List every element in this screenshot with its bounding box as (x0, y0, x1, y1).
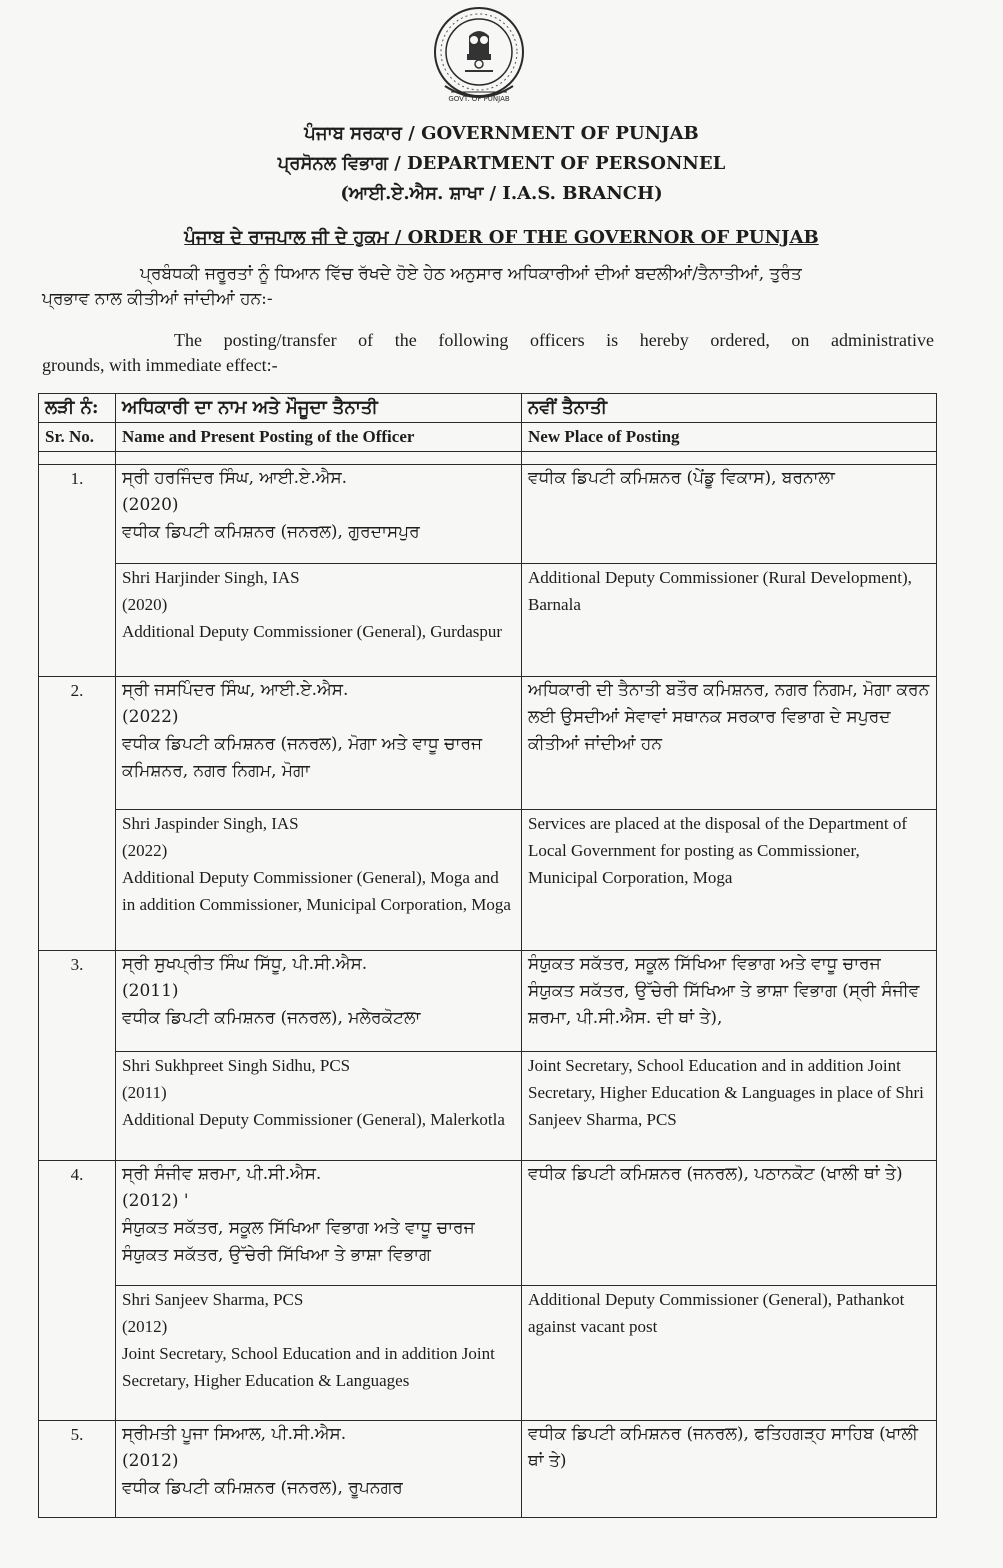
order-title: ਪੰਜਾਬ ਦੇ ਰਾਜਪਾਲ ਜੀ ਦੇ ਹੁਕਮ / ORDER OF THE GOVERNOR OF PUNJAB (184, 227, 819, 248)
table-header-english (39, 423, 937, 452)
svg-text:GOVT. OF PUNJAB: GOVT. OF PUNJAB (448, 95, 510, 103)
row-name-english (116, 810, 522, 951)
batch-year-en: (2012) (122, 1317, 168, 1336)
col-sr-en: Sr. No. (39, 423, 116, 452)
batch-year-pa: (2012) (122, 1451, 179, 1471)
present-posting-pa: ਵਧੀਕ ਡਿਪਟੀ ਕਮਿਸ਼ਨਰ (ਜਨਰਲ), ਰੂਪਨਗਰ (122, 1478, 403, 1498)
table-spacer (39, 452, 937, 465)
row-name-punjabi (116, 1421, 522, 1518)
intro-punjabi-line2: ਪ੍ਰਭਾਵ ਨਾਲ ਕੀਤੀਆਂ ਜਾਂਦੀਆਂ ਹਨ:- (42, 289, 273, 309)
row-new-punjabi: ਅਧਿਕਾਰੀ ਦੀ ਤੈਨਾਤੀ ਬਤੌਰ ਕਮਿਸ਼ਨਰ, ਨਗਰ ਨਿਗਮ, ਮੋਗਾ ਕਰਨ ਲਈ ਉਸਦੀਆਂ ਸੇਵਾਵਾਂ ਸਥਾਨਕ ਸਰਕਾਰ ਵਿਭਾਗ ਦੇ ਸਪੁਰਦ ਕੀਤੀਆਂ ਜਾਂਦੀਆਂ ਹਨ (522, 677, 937, 810)
table-row (39, 677, 937, 810)
batch-year-pa: (2022) (122, 707, 179, 727)
officer-name-pa: ਸ੍ਰੀ ਹਰਜਿੰਦਰ ਸਿੰਘ, ਆਈ.ਏ.ਐਸ. (122, 468, 348, 488)
table-row (39, 951, 937, 1052)
postings-table (38, 393, 937, 1518)
row-sr: 3. (39, 951, 116, 1161)
row-name-punjabi (116, 1161, 522, 1286)
present-posting-pa: ਸੰਯੁਕਤ ਸਕੱਤਰ, ਸਕੂਲ ਸਿੱਖਿਆ ਵਿਭਾਗ ਅਤੇ ਵਾਧੂ ਚਾਰਜ ਸੰਯੁਕਤ ਸਕੱਤਰ, ਉੱਚੇਰੀ ਸਿੱਖਿਆ ਤੇ ਭਾਸ਼ਾ ਵਿਭਾਗ (122, 1218, 475, 1265)
intro-english-line2: grounds, with immediate effect:- (42, 355, 278, 375)
state-emblem-seal (431, 2, 527, 108)
present-posting-en: Additional Deputy Commissioner (General), Malerkotla (122, 1110, 505, 1129)
batch-year-pa: (2011) (122, 981, 179, 1001)
row-new-punjabi: ਵਧੀਕ ਡਿਪਟੀ ਕਮਿਸ਼ਨਰ (ਪੇਂਡੂ ਵਿਕਾਸ), ਬਰਨਾਲਾ (522, 465, 937, 564)
table-row (39, 1161, 937, 1286)
table-row (39, 1052, 937, 1161)
row-new-english: Services are placed at the disposal of the Department of Local Government for posting as Commissioner, Municipal Corporation, Moga (522, 810, 937, 951)
header-department: ਪ੍ਰਸੋਨਲ ਵਿਭਾਗ / DEPARTMENT OF PERSONNEL (277, 153, 726, 174)
row-sr: 5. (39, 1421, 116, 1518)
col-name-pa: ਅਧਿਕਾਰੀ ਦਾ ਨਾਮ ਅਤੇ ਮੌਜੂਦਾ ਤੈਨਾਤੀ (116, 394, 522, 423)
row-new-english: Joint Secretary, School Education and in addition Joint Secretary, Higher Education & Languages in place of Shri Sanjeev Sharma, PCS (522, 1052, 937, 1161)
officer-name-pa: ਸ੍ਰੀ ਜਸਪਿੰਦਰ ਸਿੰਘ, ਆਈ.ਏ.ਐਸ. (122, 680, 349, 700)
officer-name-en: Shri Harjinder Singh, IAS (122, 568, 300, 587)
batch-year-en: (2011) (122, 1083, 167, 1102)
table-row (39, 1421, 937, 1518)
table-row (39, 1286, 937, 1421)
officer-name-en: Shri Sukhpreet Singh Sidhu, PCS (122, 1056, 351, 1075)
row-new-punjabi: ਵਧੀਕ ਡਿਪਟੀ ਕਮਿਸ਼ਨਰ (ਜਨਰਲ), ਪਠਾਨਕੋਟ (ਖਾਲੀ ਥਾਂ ਤੇ) (522, 1161, 937, 1286)
row-new-english: Additional Deputy Commissioner (General), Pathankot against vacant post (522, 1286, 937, 1421)
table-row (39, 810, 937, 951)
table-row (39, 465, 937, 564)
present-posting-pa: ਵਧੀਕ ਡਿਪਟੀ ਕਮਿਸ਼ਨਰ (ਜਨਰਲ), ਮੋਗਾ ਅਤੇ ਵਾਧੂ ਚਾਰਜ ਕਮਿਸ਼ਨਰ, ਨਗਰ ਨਿਗਮ, ਮੋਗਾ (122, 734, 483, 781)
officer-name-pa: ਸ੍ਰੀਮਤੀ ਪੂਜਾ ਸਿਆਲ, ਪੀ.ਸੀ.ਐਸ. (122, 1424, 347, 1444)
officer-name-pa: ਸ੍ਰੀ ਸੁਖਪ੍ਰੀਤ ਸਿੰਘ ਸਿੱਧੂ, ਪੀ.ਸੀ.ਐਸ. (122, 954, 368, 974)
row-new-punjabi: ਸੰਯੁਕਤ ਸਕੱਤਰ, ਸਕੂਲ ਸਿੱਖਿਆ ਵਿਭਾਗ ਅਤੇ ਵਾਧੂ ਚਾਰਜ ਸੰਯੁਕਤ ਸਕੱਤਰ, ਉੱਚੇਰੀ ਸਿੱਖਿਆ ਤੇ ਭਾਸ਼ਾ ਵਿਭਾਗ (ਸ੍ਰੀ ਸੰਜੀਵ ਸ਼ਰਮਾ, ਪੀ.ਸੀ.ਐਸ. ਦੀ ਥਾਂ ਤੇ), (522, 951, 937, 1052)
present-posting-pa: ਵਧੀਕ ਡਿਪਟੀ ਕਮਿਸ਼ਨਰ (ਜਨਰਲ), ਮਲੇਰਕੋਟਲਾ (122, 1008, 421, 1028)
intro-punjabi-line1: ਪ੍ਰਬੰਧਕੀ ਜਰੂਰਤਾਂ ਨੂੰ ਧਿਆਨ ਵਿੱਚ ਰੱਖਦੇ ਹੋਏ ਹੇਠ ਅਨੁਸਾਰ ਅਧਿਕਾਰੀਆਂ ਦੀਆਂ ਬਦਲੀਆਂ/ਤੈਨਾਤੀਆਂ, ਤੁਰੰਤ (140, 264, 802, 284)
row-name-english (116, 1052, 522, 1161)
col-new-en: New Place of Posting (522, 423, 937, 452)
present-posting-en: Additional Deputy Commissioner (General), Gurdaspur (122, 622, 503, 641)
officer-name-en: Shri Sanjeev Sharma, PCS (122, 1290, 304, 1309)
row-new-english: Additional Deputy Commissioner (Rural Development), Barnala (522, 564, 937, 677)
officer-name-en: Shri Jaspinder Singh, IAS (122, 814, 299, 833)
header-government: ਪੰਜਾਬ ਸਰਕਾਰ / GOVERNMENT OF PUNJAB (304, 123, 699, 144)
row-name-punjabi (116, 951, 522, 1052)
row-sr: 1. (39, 465, 116, 677)
row-sr: 4. (39, 1161, 116, 1421)
batch-year-pa: (2020) (122, 495, 179, 515)
row-name-punjabi (116, 677, 522, 810)
col-new-pa: ਨਵੀਂ ਤੈਨਾਤੀ (522, 394, 937, 423)
officer-name-pa: ਸ੍ਰੀ ਸੰਜੀਵ ਸ਼ਰਮਾ, ਪੀ.ਸੀ.ਐਸ. (122, 1164, 322, 1184)
present-posting-en: Joint Secretary, School Education and in addition Joint Secretary, Higher Education & Languages (122, 1344, 495, 1390)
present-posting-en: Additional Deputy Commissioner (General), Moga and in addition Commissioner, Municipal Corporation, Moga (122, 868, 511, 914)
col-sr-pa: ਲੜੀ ਨੰ: (39, 394, 116, 423)
row-sr: 2. (39, 677, 116, 951)
row-name-punjabi (116, 465, 522, 564)
row-name-english (116, 1286, 522, 1421)
emblem-icon (431, 2, 527, 108)
table-row (39, 564, 937, 677)
row-name-english (116, 564, 522, 677)
col-name-en: Name and Present Posting of the Officer (116, 423, 522, 452)
batch-year-en: (2022) (122, 841, 168, 860)
table-header-punjabi (39, 394, 937, 423)
row-new-punjabi: ਵਧੀਕ ਡਿਪਟੀ ਕਮਿਸ਼ਨਰ (ਜਨਰਲ), ਫਤਿਹਗੜ੍ਹ ਸਾਹਿਬ (ਖਾਲੀ ਥਾਂ ਤੇ) (522, 1421, 937, 1518)
intro-english-line1: The posting/transfer of the following officers is hereby ordered, on administrative (174, 330, 934, 350)
present-posting-pa: ਵਧੀਕ ਡਿਪਟੀ ਕਮਿਸ਼ਨਰ (ਜਨਰਲ), ਗੁਰਦਾਸਪੁਰ (122, 522, 420, 542)
batch-year-en: (2020) (122, 595, 168, 614)
batch-year-pa: (2012) ' (122, 1191, 189, 1211)
header-branch: (ਆਈ.ਏ.ਐਸ. ਸ਼ਾਖਾ / I.A.S. BRANCH) (340, 183, 663, 204)
